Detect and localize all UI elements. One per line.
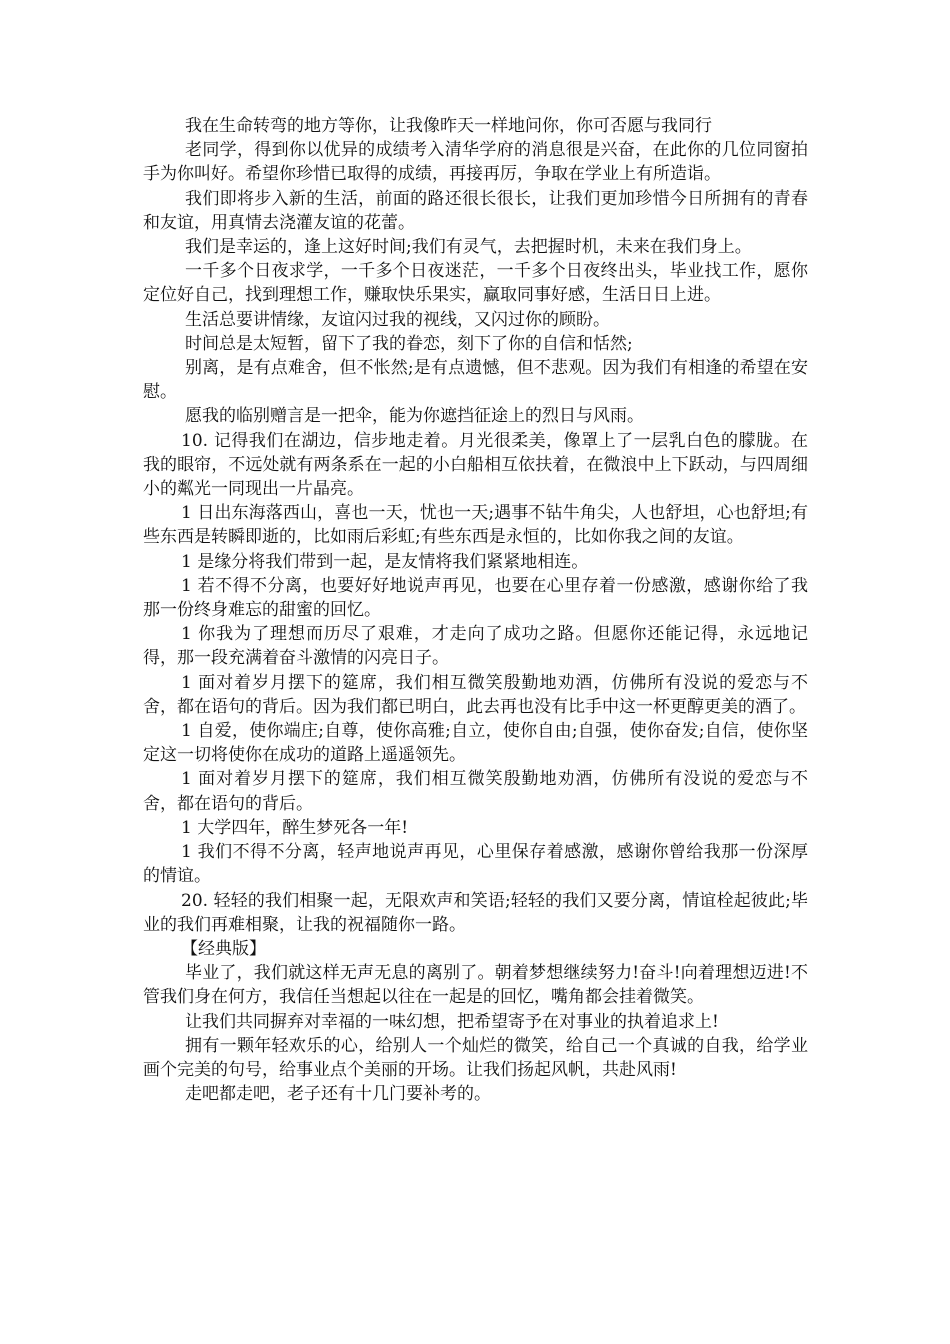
paragraph: 让我们共同摒弃对幸福的一味幻想，把希望寄予在对事业的执着追求上!: [185, 1011, 719, 1032]
paragraph: 1 面对着岁月摆下的筵席，我们相互微笑殷勤地劝酒，仿佛所有没说的爱恋与不舍，都在语句的背后。因为我们都已明白，此去再也没有比手中这一杯更醇更美的酒了。: [143, 672, 808, 717]
paragraph: 愿我的临别赠言是一把伞，能为你遮挡征途上的烈日与风雨。: [185, 406, 644, 427]
paragraph: 一千多个日夜求学，一千多个日夜迷茫，一千多个日夜终出头，毕业找工作，愿你定位好自己，找到理想工作，赚取快乐果实，赢取同事好感，生活日日上进。: [143, 261, 808, 306]
paragraph: 我们是幸运的，逢上这好时间;我们有灵气，去把握时机，未来在我们身上。: [185, 237, 752, 258]
paragraph: 我们即将步入新的生活，前面的路还很长很长，让我们更加珍惜今日所拥有的青春和友谊，用真情去浇灌友谊的花蕾。: [143, 188, 808, 233]
paragraph: 1 是缘分将我们带到一起，是友情将我们紧紧地相连。: [181, 551, 589, 572]
paragraph: 时间总是太短暂，留下了我的眷恋，刻下了你的自信和恬然;: [185, 333, 633, 354]
paragraph: 走吧都走吧，老子还有十几门要补考的。: [185, 1084, 491, 1105]
document-body: [143, 114, 808, 1106]
section-heading: 【经典版】: [181, 938, 266, 959]
paragraph: 10. 记得我们在湖边，信步地走着。月光很柔美，像罩上了一层乳白色的朦胧。在我的眼帘，不远处就有两条系在一起的小白船相互依扶着，在微浪中上下跃动，与四周细小的粼光一同现出一片晶亮。: [143, 430, 808, 500]
paragraph: 1 我们不得不分离，轻声地说声再见，心里保存着感激，感谢你曾给我那一份深厚的情谊。: [143, 842, 808, 887]
paragraph: 1 日出东海落西山，喜也一天，忧也一天;遇事不钻牛角尖，人也舒坦，心也舒坦;有些东西是转瞬即逝的，比如雨后彩虹;有些东西是永恒的，比如你我之间的友谊。: [143, 503, 808, 548]
paragraph: 生活总要讲情缘，友谊闪过我的视线，又闪过你的顾盼。: [185, 309, 610, 330]
paragraph: 别离，是有点难舍，但不怅然;是有点遗憾，但不悲观。因为我们有相逢的希望在安慰。: [143, 358, 808, 403]
paragraph: 毕业了，我们就这样无声无息的离别了。朝着梦想继续努力!奋斗!向着理想迈进!不管我们身在何方，我信任当想起以往在一起是的回忆，嘴角都会挂着微笑。: [143, 963, 808, 1008]
paragraph: 1 面对着岁月摆下的筵席，我们相互微笑殷勤地劝酒，仿佛所有没说的爱恋与不舍，都在语句的背后。: [143, 769, 808, 814]
paragraph: 拥有一颗年轻欢乐的心，给别人一个灿烂的微笑，给自己一个真诚的自我，给学业画个完美的句号，给事业点个美丽的开场。让我们扬起风帆，共赴风雨!: [143, 1035, 808, 1080]
paragraph: 20. 轻轻的我们相聚一起，无限欢声和笑语;轻轻的我们又要分离，情谊栓起彼此;毕业的我们再难相聚，让我的祝福随你一路。: [143, 890, 808, 935]
paragraph: 1 若不得不分离，也要好好地说声再见，也要在心里存着一份感激，感谢你给了我那一份终身难忘的甜蜜的回忆。: [143, 575, 808, 621]
paragraph: 1 自爱，使你端庄;自尊，使你高雅;自立，使你自由;自强，使你奋发;自信，使你坚定这一切将使你在成功的道路上遥遥领先。: [143, 721, 808, 766]
paragraph: 我在生命转弯的地方等你，让我像昨天一样地问你，你可否愿与我同行: [185, 116, 712, 136]
paragraph: 老同学，得到你以优异的成绩考入清华学府的消息很是兴奋，在此你的几位同窗拍手为你叫好。希望你珍惜已取得的成绩，再接再厉，争取在学业上有所造诣。: [143, 140, 808, 185]
paragraph: 1 你我为了理想而历尽了艰难，才走向了成功之路。但愿你还能记得，永远地记得，那一段充满着奋斗激情的闪亮日子。: [143, 624, 808, 669]
paragraph: 1 大学四年，醉生梦死各一年!: [181, 817, 409, 838]
